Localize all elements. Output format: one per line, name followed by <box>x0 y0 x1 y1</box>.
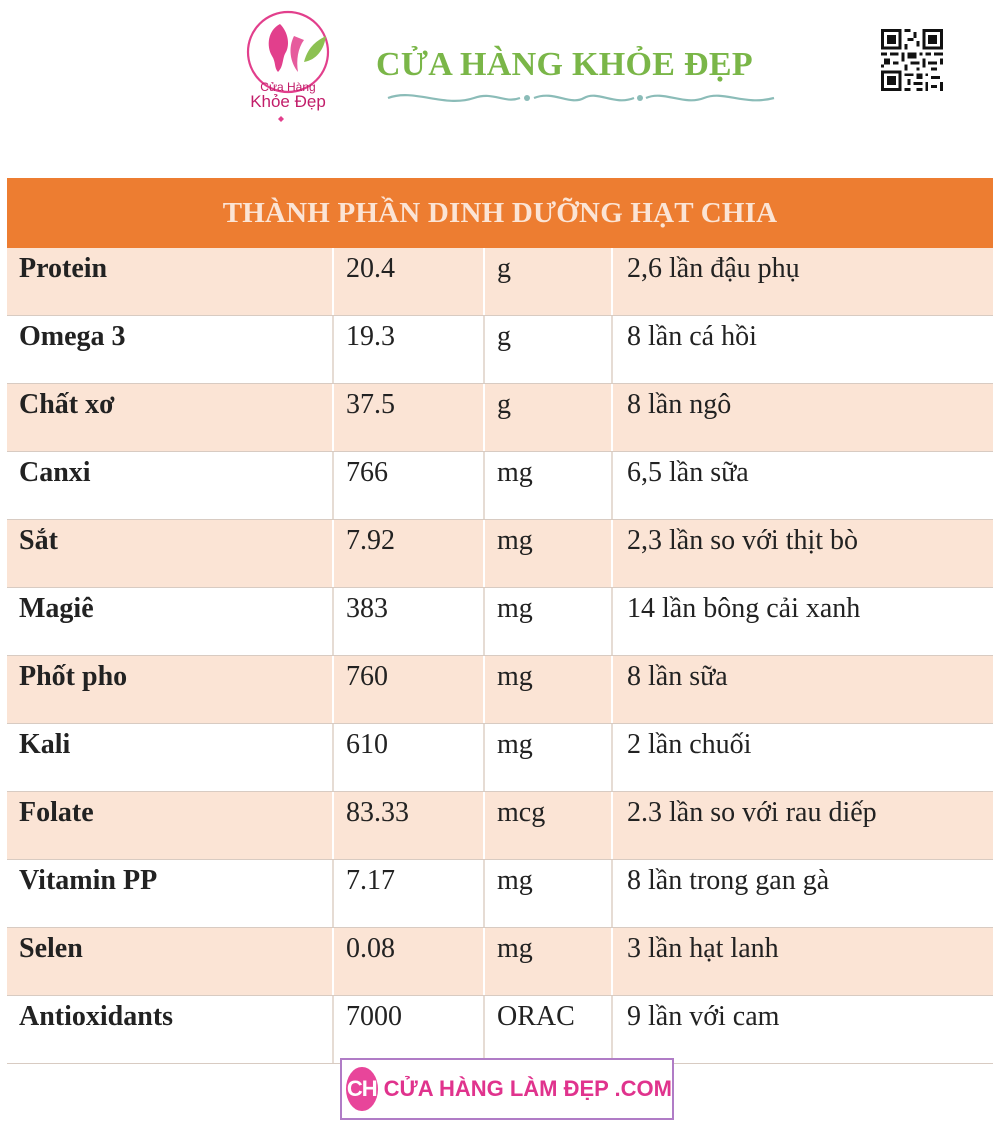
flourish-divider-icon <box>384 86 778 110</box>
nutrient-unit: mg <box>483 656 611 723</box>
nutrient-name: Folate <box>19 797 94 828</box>
nutrient-comparison: 2 lần chuối <box>611 724 993 791</box>
nutrient-name: Protein <box>19 253 108 284</box>
nutrient-comparison: 2,3 lần so với thịt bò <box>611 520 993 587</box>
nutrient-name: Magiê <box>19 593 94 624</box>
leaf-icon <box>304 36 326 62</box>
nutrient-amount: 7.17 <box>332 860 483 927</box>
nutrient-amount: 20.4 <box>332 248 483 315</box>
nutrient-unit: mg <box>483 452 611 519</box>
nutrient-name: Antioxidants <box>19 1001 174 1032</box>
table-row <box>7 928 993 996</box>
nutrient-amount: 7.92 <box>332 520 483 587</box>
nutrient-comparison: 8 lần cá hồi <box>611 316 993 383</box>
table-row <box>7 996 993 1064</box>
nutrient-name: Chất xơ <box>19 389 115 420</box>
nutrient-name: Vitamin PP <box>19 865 158 896</box>
nutrient-comparison: 3 lần hạt lanh <box>611 928 993 995</box>
table-row <box>7 656 993 724</box>
shop-title: CỬA HÀNG KHỎE ĐẸP <box>376 46 753 83</box>
nutrient-amount: 37.5 <box>332 384 483 451</box>
nutrition-table <box>7 178 993 1064</box>
nutrient-amount: 0.08 <box>332 928 483 995</box>
nutrient-unit: g <box>483 384 611 451</box>
table-row <box>7 792 993 860</box>
nutrient-name: Kali <box>19 729 71 760</box>
nutrient-amount: 610 <box>332 724 483 791</box>
qr-code-icon <box>881 29 943 91</box>
table-row <box>7 384 993 452</box>
nutrient-unit: mg <box>483 520 611 587</box>
table-row <box>7 520 993 588</box>
table-title: THÀNH PHẦN DINH DƯỠNG HẠT CHIA <box>7 178 993 248</box>
nutrient-unit: mg <box>483 928 611 995</box>
footer-badge[interactable] <box>340 1058 674 1120</box>
nutrient-name: Omega 3 <box>19 321 126 352</box>
nutrient-amount: 760 <box>332 656 483 723</box>
nutrient-unit: g <box>483 316 611 383</box>
nutrient-unit: mg <box>483 860 611 927</box>
nutrient-amount: 766 <box>332 452 483 519</box>
nutrient-comparison: 6,5 lần sữa <box>611 452 993 519</box>
nutrient-comparison: 8 lần sữa <box>611 656 993 723</box>
nutrient-amount: 19.3 <box>332 316 483 383</box>
nutrient-amount: 383 <box>332 588 483 655</box>
ch-logo-icon: CH <box>346 1067 378 1111</box>
nutrient-unit: mg <box>483 724 611 791</box>
table-row <box>7 248 993 316</box>
logo-text-line2: Khỏe Đẹp <box>250 92 326 111</box>
nutrient-unit: mg <box>483 588 611 655</box>
nutrient-comparison: 14 lần bông cải xanh <box>611 588 993 655</box>
nutrient-name: Canxi <box>19 457 91 488</box>
footer-badge-text: CỬA HÀNG LÀM ĐẸP .COM <box>383 1076 672 1101</box>
nutrient-unit: ORAC <box>483 996 611 1063</box>
nutrient-comparison: 8 lần trong gan gà <box>611 860 993 927</box>
nutrient-name: Phốt pho <box>19 661 128 692</box>
table-row <box>7 588 993 656</box>
nutrient-unit: mcg <box>483 792 611 859</box>
nutrient-comparison: 2.3 lần so với rau diếp <box>611 792 993 859</box>
nutrient-name: Selen <box>19 933 83 964</box>
nutrient-comparison: 2,6 lần đậu phụ <box>611 248 993 315</box>
table-row <box>7 860 993 928</box>
logo-text-line1: Cửa Hàng <box>260 80 316 94</box>
nutrient-comparison: 8 lần ngô <box>611 384 993 451</box>
table-row <box>7 724 993 792</box>
table-row <box>7 452 993 520</box>
nutrient-unit: g <box>483 248 611 315</box>
nutrient-amount: 83.33 <box>332 792 483 859</box>
nutrient-name: Sắt <box>19 525 58 556</box>
nutrient-comparison: 9 lần với cam <box>611 996 993 1063</box>
nutrient-amount: 7000 <box>332 996 483 1063</box>
table-row <box>7 316 993 384</box>
